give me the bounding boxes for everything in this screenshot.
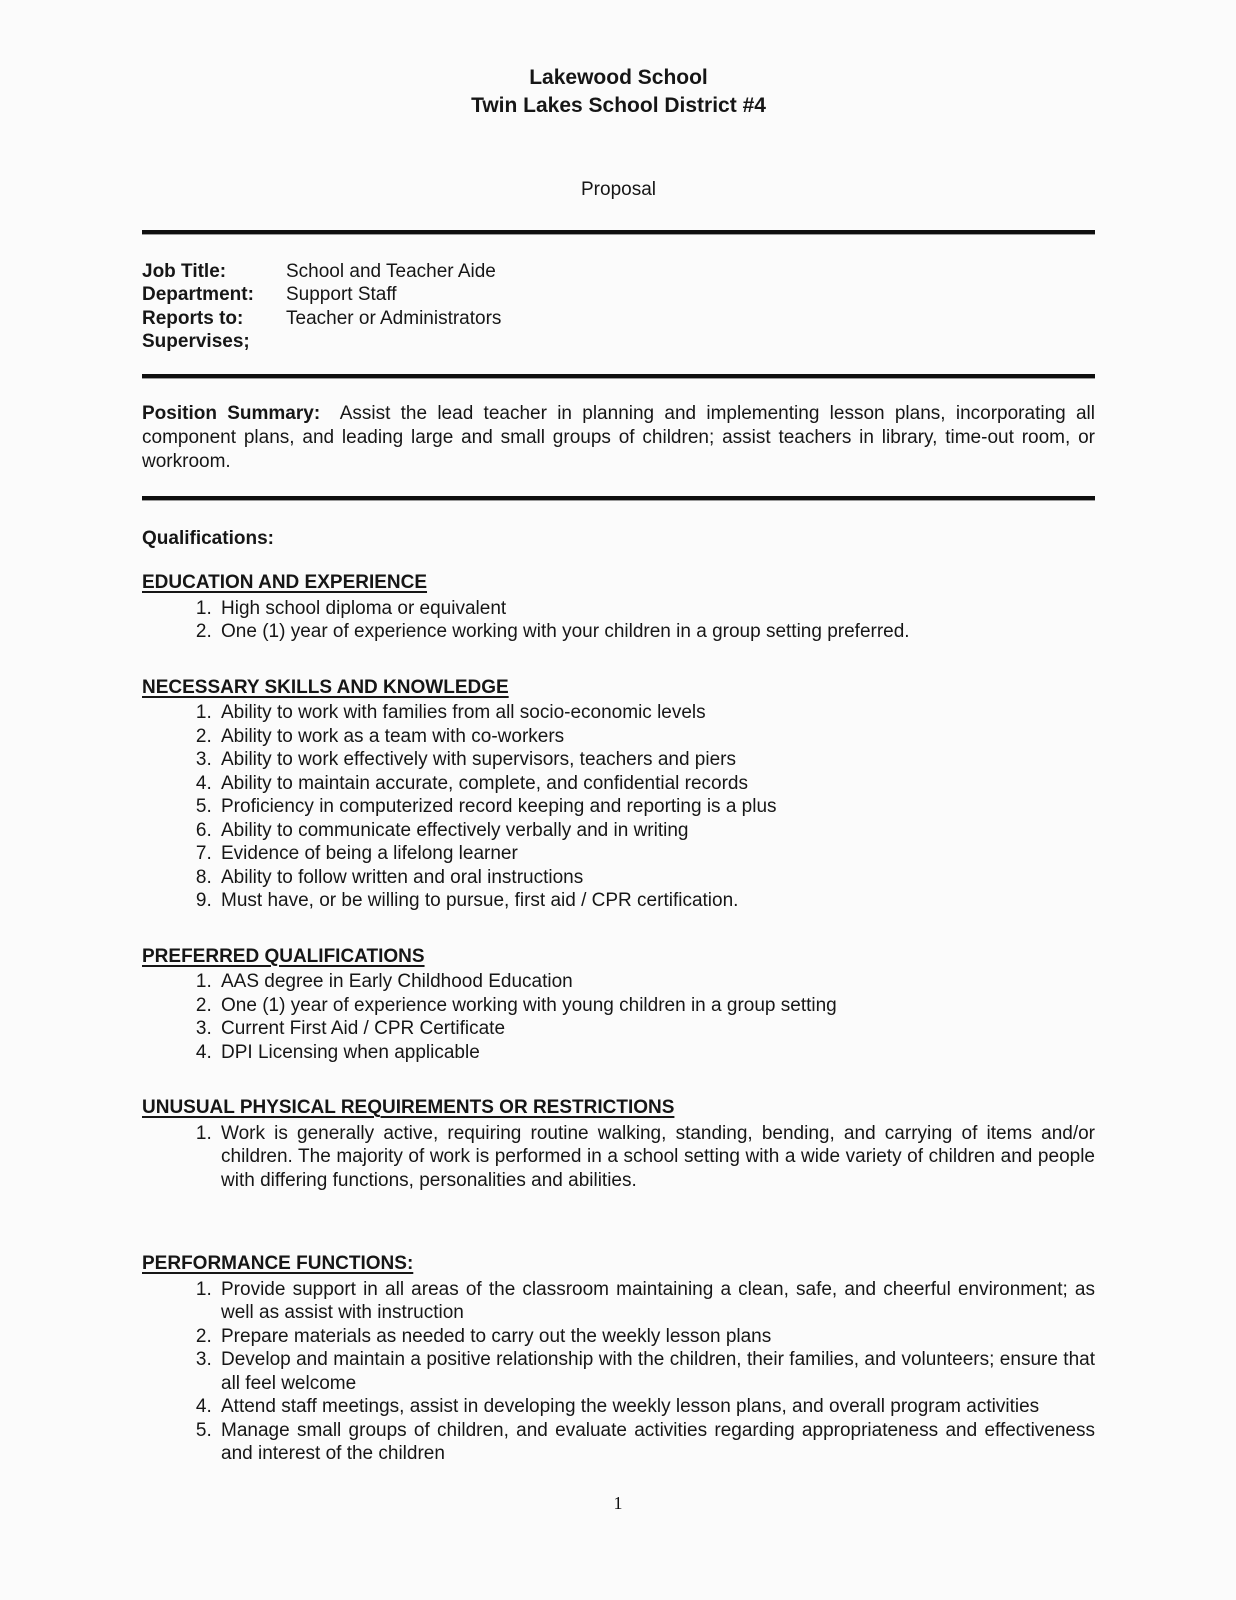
list-item: 4. Ability to maintain accurate, complete, and confidential records — [217, 772, 1095, 796]
section-heading: EDUCATION AND EXPERIENCE — [142, 572, 428, 594]
list-item: 6. Ability to communicate effectively verbally and in writing — [217, 819, 1095, 843]
position-summary-label: Position Summary: — [142, 402, 321, 424]
job-info-value: School and Teacher Aide — [286, 260, 496, 282]
list-item: 8. Ability to follow written and oral instructions — [217, 866, 1095, 890]
horizontal-rule — [142, 496, 1095, 501]
section-heading: UNUSUAL PHYSICAL REQUIREMENTS OR RESTRICTIONS — [142, 1097, 675, 1119]
section-list — [142, 1122, 1095, 1193]
list-item: 7. Evidence of being a lifelong learner — [217, 842, 1095, 866]
section-list — [142, 970, 1095, 1064]
list-item: 1. Provide support in all areas of the classroom maintaining a clean, safe, and cheerful environment; as well as assist with instruction — [217, 1278, 1095, 1325]
list-item: 3. Ability to work effectively with supervisors, teachers and piers — [217, 748, 1095, 772]
list-item: 5. Proficiency in computerized record keeping and reporting is a plus — [217, 795, 1095, 819]
job-info-label: Department: — [142, 284, 254, 306]
qualification-section — [142, 676, 1095, 913]
job-info-row — [142, 307, 1095, 331]
document-type: Proposal — [581, 179, 656, 200]
job-info-row — [142, 283, 1095, 307]
qualification-section — [142, 571, 1095, 644]
list-item: 5. Manage small groups of children, and evaluate activities regarding appropriateness and effectiveness and interest of the children — [217, 1419, 1095, 1466]
list-item: 1. High school diploma or equivalent — [217, 597, 1095, 621]
section-list — [142, 597, 1095, 644]
job-info-row — [142, 260, 1095, 284]
section-list — [142, 1278, 1095, 1466]
school-name: Lakewood School — [529, 66, 708, 89]
list-item: 2. Prepare materials as needed to carry out the weekly lesson plans — [217, 1325, 1095, 1349]
section-list — [142, 701, 1095, 913]
section-heading: PREFERRED QUALIFICATIONS — [142, 945, 425, 967]
qualification-section — [142, 1096, 1095, 1192]
list-item: 1. Work is generally active, requiring routine walking, standing, bending, and carrying of items and/or children. The majority of work is performed in a school setting with a wide variety of children and people with differing functions, personalities and abilities. — [217, 1122, 1095, 1193]
district-name: Twin Lakes School District #4 — [471, 94, 766, 117]
job-info-row — [142, 330, 1095, 354]
section-heading: NECESSARY SKILLS AND KNOWLEDGE — [142, 676, 509, 698]
position-summary — [142, 402, 1095, 474]
job-info-value: Teacher or Administrators — [286, 307, 502, 329]
job-info-value — [286, 330, 1095, 354]
list-item: 4. DPI Licensing when applicable — [217, 1041, 1095, 1065]
horizontal-rule — [142, 374, 1095, 379]
list-item: 3. Develop and maintain a positive relationship with the children, their families, and volunteers; ensure that all feel welcome — [217, 1348, 1095, 1395]
job-info-label: Reports to: — [142, 307, 244, 329]
list-item: 3. Current First Aid / CPR Certificate — [217, 1017, 1095, 1041]
job-info-label: Job Title: — [142, 260, 227, 282]
horizontal-rule — [142, 230, 1095, 235]
qualifications-label: Qualifications: — [142, 527, 274, 549]
position-summary-text: Assist the lead teacher in planning and implementing lesson plans, incorporating all component plans, and leading large and small groups of children; assist teachers in library, time-out room, or workroom. — [142, 402, 1095, 472]
list-item: 2. Ability to work as a team with co-workers — [217, 725, 1095, 749]
section-heading: PERFORMANCE FUNCTIONS: — [142, 1253, 414, 1275]
list-item: 9. Must have, or be willing to pursue, first aid / CPR certification. — [217, 889, 1095, 913]
qualification-section — [142, 1252, 1095, 1466]
list-item: 2. One (1) year of experience working with young children in a group setting — [217, 994, 1095, 1018]
job-info-value: Support Staff — [286, 284, 397, 306]
job-info-block — [142, 260, 1095, 354]
list-item: 1. AAS degree in Early Childhood Education — [217, 970, 1095, 994]
list-item: 1. Ability to work with families from all socio-economic levels — [217, 701, 1095, 725]
list-item: 2. One (1) year of experience working with your children in a group setting preferred. — [217, 620, 1095, 644]
page-number: 1 — [613, 1493, 623, 1513]
list-item: 4. Attend staff meetings, assist in developing the weekly lesson plans, and overall program activities — [217, 1395, 1095, 1419]
job-info-label: Supervises; — [142, 331, 250, 353]
qualification-sections — [142, 571, 1095, 1466]
qualification-section — [142, 945, 1095, 1065]
